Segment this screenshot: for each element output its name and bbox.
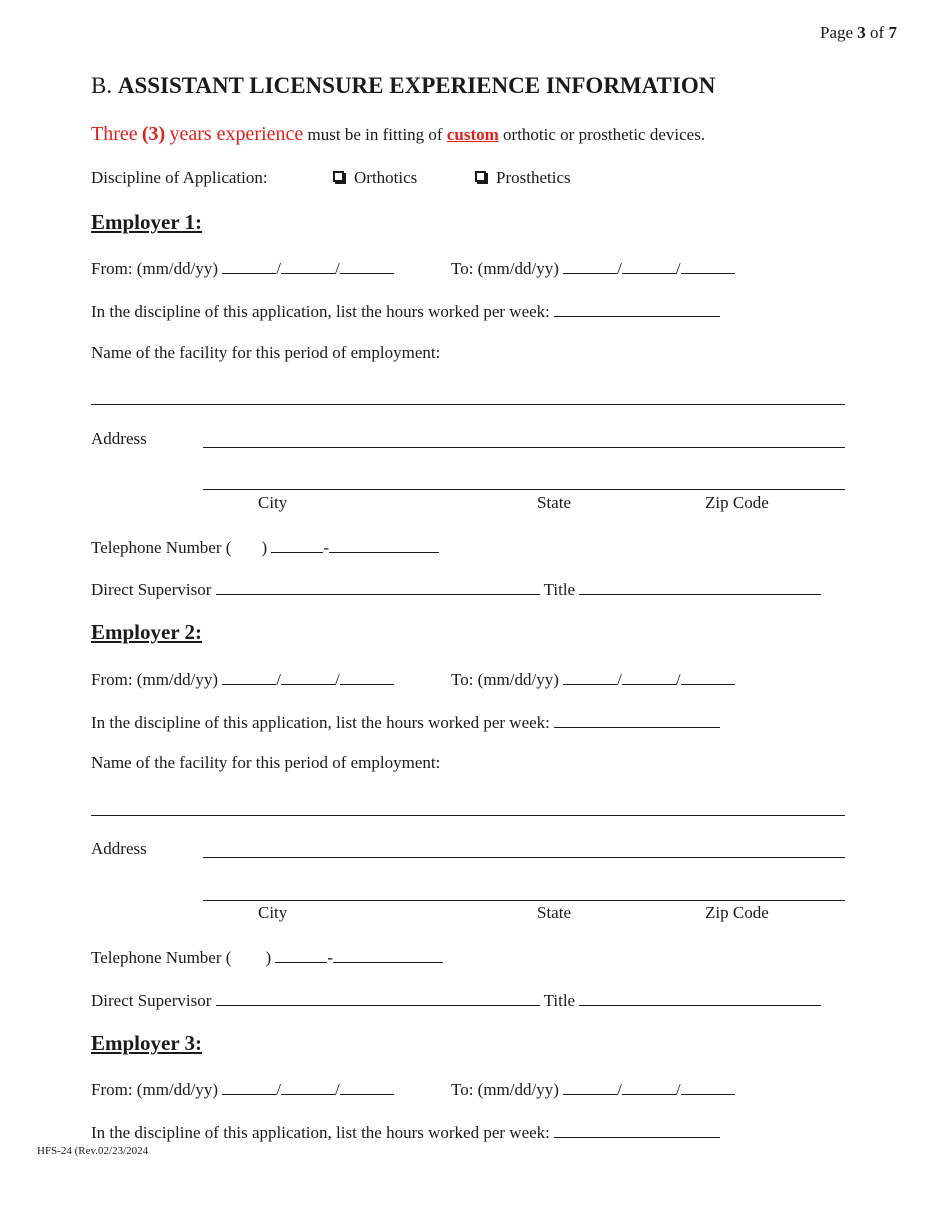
phone-line-field[interactable] xyxy=(329,537,439,553)
section-title: B. ASSISTANT LICENSURE EXPERIENCE INFORMATION xyxy=(91,73,716,98)
from-year-field[interactable] xyxy=(340,1079,394,1095)
employer-2-address-label: Address xyxy=(91,839,147,858)
from-day-field[interactable] xyxy=(281,1079,335,1095)
employer-1-zip-label: Zip Code xyxy=(705,493,769,512)
employer-3-heading: Employer 3: xyxy=(91,1031,203,1055)
employer-3-from-date: From: (mm/dd/yy) / / xyxy=(91,1079,394,1098)
employer-2-zip-label: Zip Code xyxy=(705,903,769,922)
employer-1-from-date: From: (mm/dd/yy) / / xyxy=(91,258,394,277)
form-id: HFS-24 (Rev.02/23/2024 xyxy=(37,1145,149,1157)
employer-2-to-date: To: (mm/dd/yy) / / xyxy=(451,669,735,688)
employer-1-heading: Employer 1: xyxy=(91,210,203,234)
page-number: Page 3 of 7 xyxy=(820,23,897,42)
to-year-field[interactable] xyxy=(681,669,735,685)
employer-1-address-label: Address xyxy=(91,429,147,448)
to-day-field[interactable] xyxy=(622,258,676,274)
employer-1-address-field[interactable] xyxy=(203,447,845,448)
to-year-field[interactable] xyxy=(681,1079,735,1095)
employer-2-address-field[interactable] xyxy=(203,857,845,858)
supervisor-field[interactable] xyxy=(216,579,540,595)
title-field[interactable] xyxy=(579,990,821,1006)
employer-1-to-date: To: (mm/dd/yy) / / xyxy=(451,258,735,277)
hours-field[interactable] xyxy=(554,712,720,728)
to-day-field[interactable] xyxy=(622,669,676,685)
employer-2-hours: In the discipline of this application, list the hours worked per week: xyxy=(91,712,720,731)
orthotics-checkbox[interactable]: Orthotics xyxy=(333,169,417,186)
from-month-field[interactable] xyxy=(222,258,276,274)
phone-prefix-field[interactable] xyxy=(275,947,327,963)
employer-3-hours: In the discipline of this application, list the hours worked per week: xyxy=(91,1122,720,1141)
employer-1-state-label: State xyxy=(537,493,571,512)
employer-1-facility-field[interactable] xyxy=(91,404,845,405)
checkbox-icon xyxy=(475,171,486,182)
from-day-field[interactable] xyxy=(281,669,335,685)
employer-1-telephone: Telephone Number ( ) - xyxy=(91,537,439,556)
employer-1-supervisor: Direct Supervisor Title xyxy=(91,579,821,598)
to-month-field[interactable] xyxy=(563,669,617,685)
employer-2-supervisor: Direct Supervisor Title xyxy=(91,990,821,1009)
from-year-field[interactable] xyxy=(340,669,394,685)
from-month-field[interactable] xyxy=(222,669,276,685)
discipline-label: Discipline of Application: xyxy=(91,168,268,187)
from-month-field[interactable] xyxy=(222,1079,276,1095)
hours-field[interactable] xyxy=(554,301,720,317)
from-year-field[interactable] xyxy=(340,258,394,274)
phone-line-field[interactable] xyxy=(333,947,443,963)
to-month-field[interactable] xyxy=(563,1079,617,1095)
employer-1-city-state-zip-field[interactable] xyxy=(203,489,845,490)
title-field[interactable] xyxy=(579,579,821,595)
checkbox-icon xyxy=(333,171,344,182)
employer-1-facility-label: Name of the facility for this period of employment: xyxy=(91,343,441,362)
to-year-field[interactable] xyxy=(681,258,735,274)
employer-2-facility-label: Name of the facility for this period of employment: xyxy=(91,753,441,772)
experience-requirement: Three (3) years experience must be in fitting of custom orthotic or prosthetic devices. xyxy=(91,123,706,145)
employer-2-telephone: Telephone Number ( ) - xyxy=(91,947,443,966)
employer-1-city-label: City xyxy=(258,493,288,512)
employer-1-hours: In the discipline of this application, list the hours worked per week: xyxy=(91,301,720,320)
employer-2-facility-field[interactable] xyxy=(91,815,845,816)
prosthetics-checkbox[interactable]: Prosthetics xyxy=(475,169,571,186)
employer-3-to-date: To: (mm/dd/yy) / / xyxy=(451,1079,735,1098)
employer-2-from-date: From: (mm/dd/yy) / / xyxy=(91,669,394,688)
employer-2-city-state-zip-field[interactable] xyxy=(203,900,845,901)
employer-2-city-label: City xyxy=(258,903,288,922)
phone-prefix-field[interactable] xyxy=(271,537,323,553)
supervisor-field[interactable] xyxy=(216,990,540,1006)
hours-field[interactable] xyxy=(554,1122,720,1138)
from-day-field[interactable] xyxy=(281,258,335,274)
employer-2-heading: Employer 2: xyxy=(91,620,203,644)
to-day-field[interactable] xyxy=(622,1079,676,1095)
to-month-field[interactable] xyxy=(563,258,617,274)
employer-2-state-label: State xyxy=(537,903,571,922)
